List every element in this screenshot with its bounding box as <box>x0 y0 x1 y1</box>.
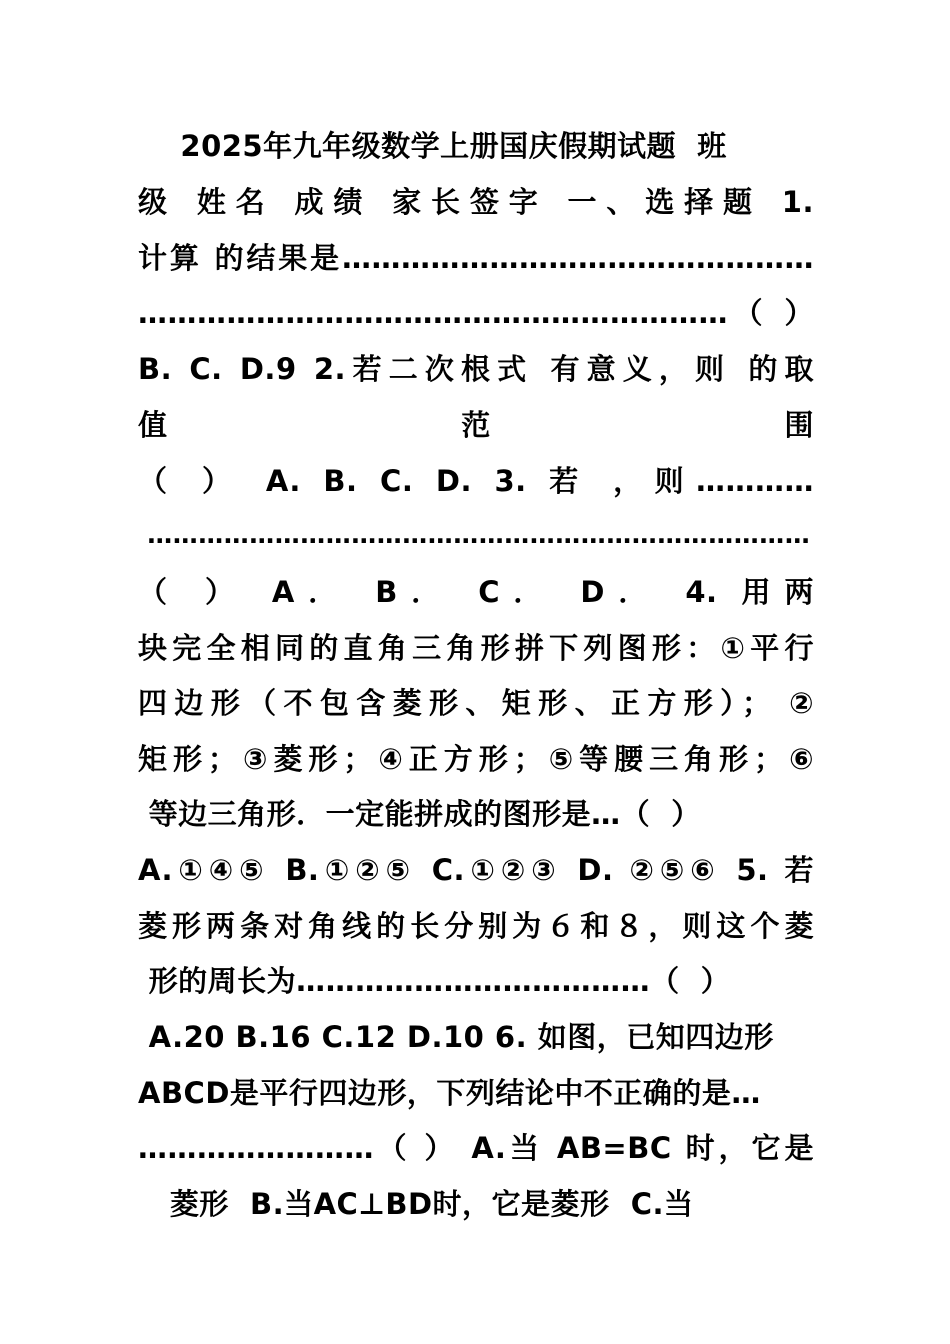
text-line-16: 形的周长为………………………………（ ） <box>138 964 731 998</box>
text-line-11: 四边形（不包含菱形、矩形、正方形）； ② <box>138 686 814 720</box>
text-line-3: 计算 的结果是………………………………………… <box>138 241 814 275</box>
text-line-20: 菱形 B.当AC⊥BD时，它是菱形 C.当 <box>138 1187 694 1221</box>
text-line-2: 级 姓名 成绩 家长签字 一、选择题 1. <box>138 185 814 219</box>
text-line-8: …………………………………………………………………… <box>138 520 811 549</box>
text-line-7: （ ） A. B. C. D. 3. 若 ，则………… <box>138 464 814 498</box>
text-line-15: 菱形两条对角线的长分别为６和８，则这个菱 <box>138 909 814 943</box>
text-line-13: 等边三角形．一定能拼成的图形是…（ ） <box>138 797 701 831</box>
text-line-12: 矩形；③菱形；④正方形；⑤等腰三角形；⑥ <box>138 742 814 776</box>
text-line-10: 块完全相同的直角三角形拼下列图形：①平行 <box>138 631 814 665</box>
text-line-9: （ ） A． B． C． D． 4. 用两 <box>138 575 814 609</box>
text-line-4: ……………………………………………………（ ） <box>138 296 814 330</box>
text-line-14: A.①④⑤ B.①②⑤ C.①②③ D. ②⑤⑥ 5. 若 <box>138 853 814 887</box>
text-line-6: 值范围 <box>138 408 814 442</box>
text-line-1: 2025年九年级数学上册国庆假期试题 班 <box>138 129 727 163</box>
text-line-19: ……………………（ ） A.当 AB=BC 时，它是 <box>138 1131 814 1165</box>
text-line-18: ABCD是平行四边形，下列结论中不正确的是… <box>138 1076 761 1110</box>
text-line-17: A.20 B.16 C.12 D.10 6. 如图，已知四边形 <box>138 1020 774 1054</box>
text-line-5: B. C. D.9 2.若二次根式 有意义，则 的取 <box>138 352 814 386</box>
